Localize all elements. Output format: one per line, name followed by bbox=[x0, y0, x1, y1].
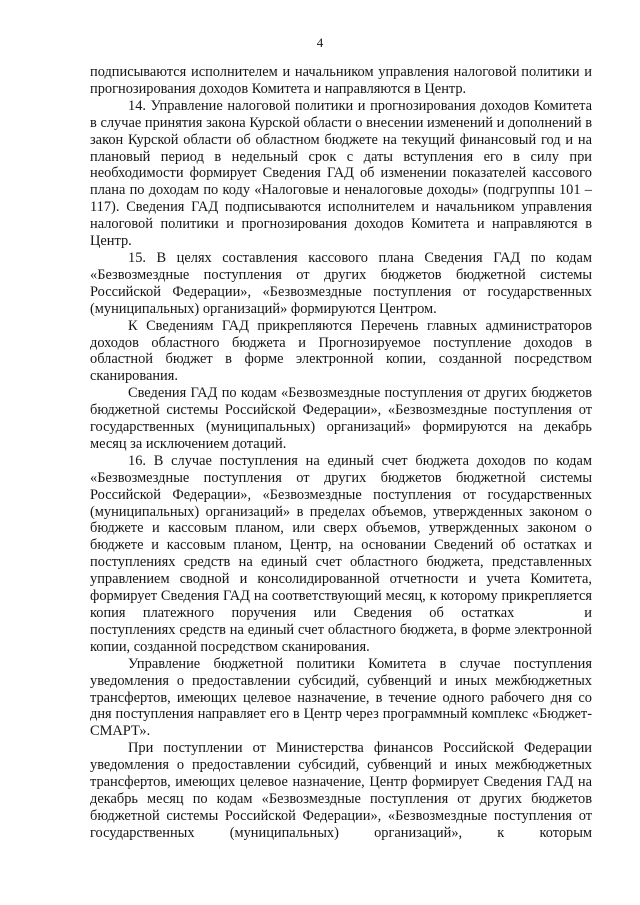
document-body bbox=[90, 64, 592, 842]
paragraph-item-16-part-1: 16. В случае поступления на единый счет бюджета доходов по кодам «Безвозмездные поступления от других бюджетов бюджетной системы Российской Федерации», «Безвозмездные поступления от государственных (муниципальных) организаций» в пределах объемов, утвержденных законом о бюджете и кассовым планом, или сверх объемов, утвержденных законом о бюджете и кассовым планом, Центр, на основании Сведений об остатках и поступлениях средств на единый счет областного бюджета, представленных управлением сводной и консолидированной отчетности и учета Комитета, формирует Сведения ГАД на соответствующий месяц, к которому прикрепляется копия платежного поручения или Сведения об остатках bbox=[90, 452, 592, 621]
paragraph-item-15: 15. В целях составления кассового плана Сведения ГАД по кодам «Безвозмездные поступления от других бюджетов бюджетной системы Российской Федерации», «Безвозмездные поступления от государственных (муниципальных) организаций» формируются Центром. bbox=[90, 249, 592, 317]
page-number: 4 bbox=[316, 35, 324, 50]
paragraph-item-14: 14. Управление налоговой политики и прогнозирования доходов Комитета в случае принятия закона Курской области о внесении изменений и дополнений в закон Курской области об областном бюджете на текущий финансовый год и на плановый период в недельный срок с даты вступления его в силу при необходимости формирует Сведения ГАД об изменении показателей кассового плана по доходам по коду «Налоговые и неналоговые доходы» (подгруппы 101 – 117). Сведения ГАД подписываются исполнителем и начальником управления налоговой политики и прогнозирования доходов Комитета и направляются в Центр. bbox=[90, 97, 592, 250]
paragraph-december-forming: Сведения ГАД по кодам «Безвозмездные поступления от других бюджетов бюджетной системы Российской Федерации», «Безвозмездные поступления от государственных (муниципальных) организаций» формируются на декабрь месяц за исключением дотаций. bbox=[90, 385, 592, 452]
paragraph-item-16 bbox=[90, 453, 592, 656]
paragraph-budget-policy: Управление бюджетной политики Комитета в случае поступления уведомления о предоставлении субсидий, субвенций и иных межбюджетных трансфертов, имеющих целевое назначение, в течение одного рабочего дня со дня поступления направляет его в Центр через программный комплекс «Бюджет-СМАРТ». bbox=[90, 655, 592, 740]
paragraph-continuation: подписываются исполнителем и начальником управления налоговой политики и прогнозирования доходов Комитета и направляются в Центр. bbox=[90, 64, 592, 97]
paragraph-ministry-notice: При поступлении от Министерства финансов Российской Федерации уведомления о предоставлении субсидий, субвенций и иных межбюджетных трансфертов, имеющих целевое назначение, Центр формирует Сведения ГАД на декабрь месяц по кодам «Безвозмездные поступления от других бюджетов бюджетной системы Российской Федерации», «Безвозмездные поступления от государственных (муниципальных) организаций», к которым bbox=[90, 740, 592, 841]
paragraph-item-16-part-2: и поступлениях средств на единый счет областного бюджета, в форме электронной копии, созданной посредством сканирования. bbox=[90, 605, 592, 655]
paragraph-attachments: К Сведениям ГАД прикрепляются Перечень главных администраторов доходов областного бюджета и Прогнозируемое поступление доходов в областной бюджет в форме электронной копии, созданной посредством сканирования. bbox=[90, 317, 592, 385]
